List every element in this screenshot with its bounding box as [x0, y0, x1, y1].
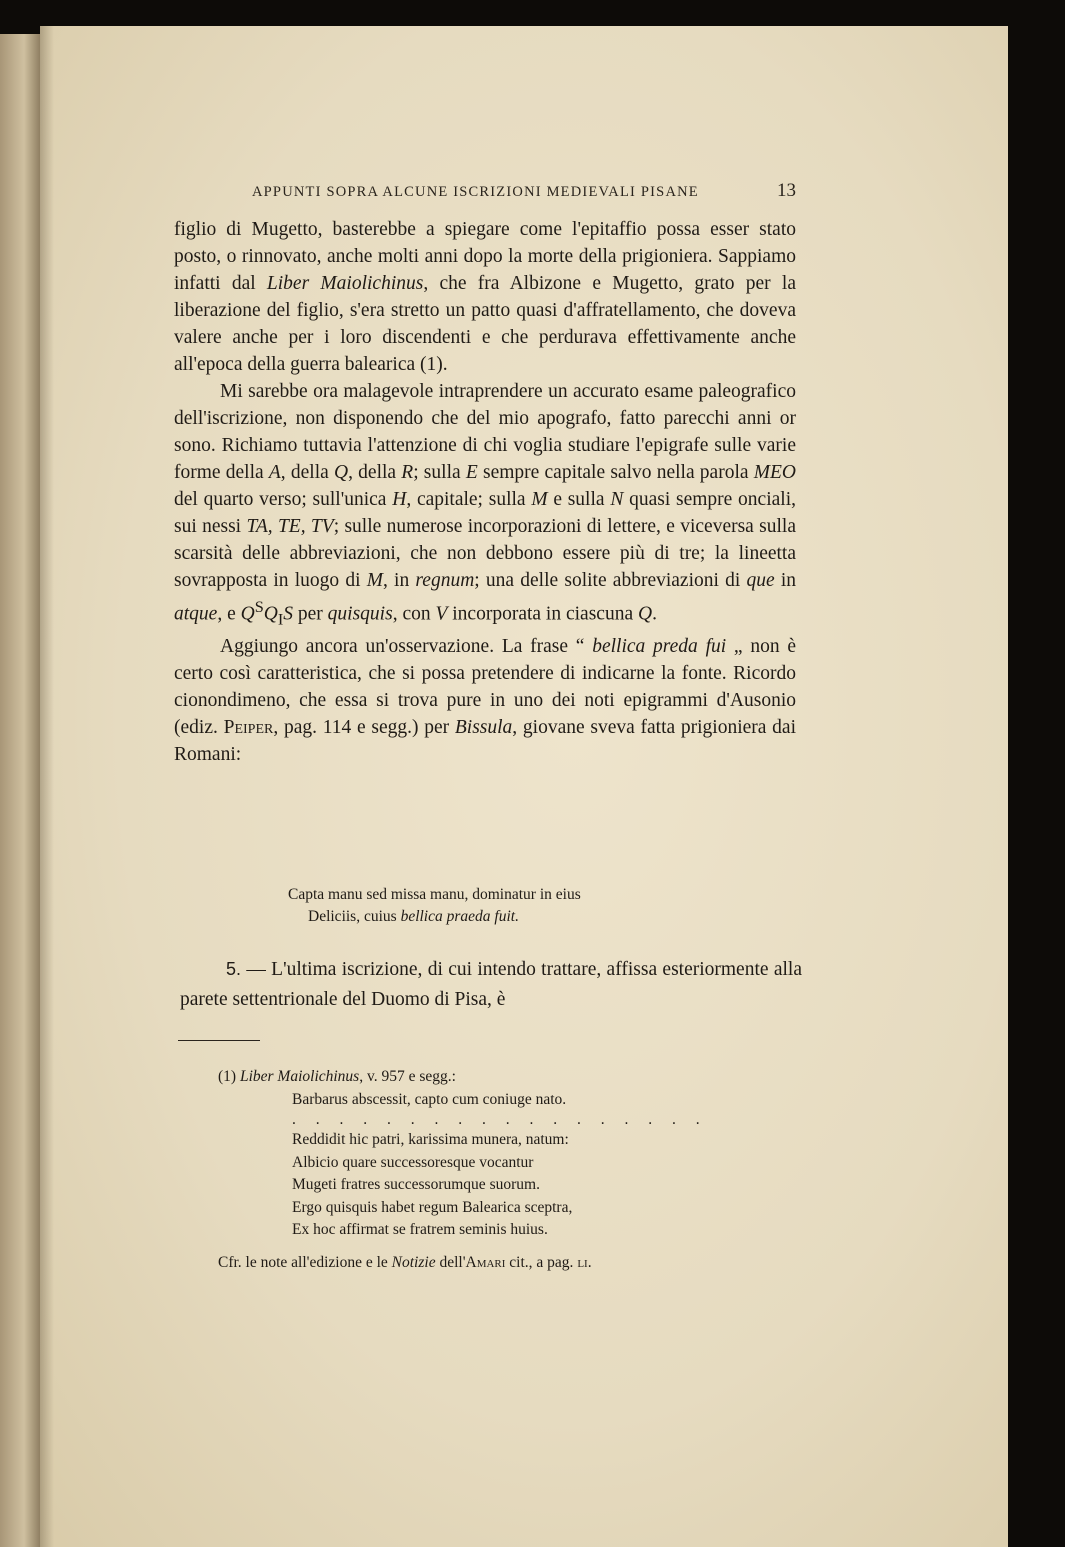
verse-block	[292, 1089, 818, 1112]
text-segment: regnum	[415, 570, 475, 591]
text-segment: Peiper	[223, 717, 274, 739]
footnote-title: Liber Maiolichinus	[239, 1068, 360, 1085]
text-segment: R	[401, 462, 414, 483]
footnote-reference	[218, 1066, 818, 1089]
note-page: li	[577, 1253, 588, 1271]
text-segment: MEO	[753, 462, 796, 483]
verse-block	[292, 1129, 818, 1242]
text-segment: , pag. 114 e segg.) per	[273, 717, 455, 739]
text-segment: „ non è certo così caratteristica, che si possa pretendere di indicarne la fonte. Ricordo cionondimeno, che essa si trova pure in uno dei noti epigrammi d'Ausonio (ediz.	[174, 636, 796, 739]
text-segment: , che fra Albizone e Mugetto, grato per la liberazione del figlio, s'era stretto un patto quasi d'affratellamento, che doveva valere anche per i loro discendenti e che perdurava effettivamente anche all'epoca della guerra balearica (1).	[174, 273, 796, 375]
text-segment: S	[283, 603, 294, 625]
note-text: .	[587, 1253, 592, 1271]
text-segment: TA, TE, TV	[246, 516, 334, 537]
verse-line: Reddidit hic patri, karissima munera, natum:	[292, 1131, 569, 1148]
body-text	[174, 216, 796, 768]
page-number: 13	[777, 180, 796, 201]
verse-line: Barbarus abscessit, capto cum coniuge nato.	[292, 1090, 567, 1108]
body-paragraph	[174, 216, 796, 378]
text-segment: , della	[348, 462, 402, 483]
text-segment: .	[652, 603, 657, 625]
book-page	[40, 26, 1008, 1547]
body-paragraph	[174, 633, 796, 768]
note-text: dell'	[435, 1253, 466, 1271]
footnote-verse	[218, 1089, 818, 1242]
text-segment: , della	[280, 462, 334, 483]
text-segment: V	[435, 603, 448, 625]
footnote-ref-text: , v. 957 e segg.:	[359, 1068, 456, 1085]
section-number: 5.	[226, 959, 242, 979]
footnote-rule	[178, 1040, 260, 1041]
text-segment: ; sulla	[413, 462, 466, 483]
text-segment: , in	[382, 570, 416, 591]
text-segment: Q	[263, 603, 278, 625]
text-segment: atque	[174, 603, 218, 625]
text-segment: in	[774, 570, 797, 591]
text-segment: E	[465, 462, 478, 483]
note-author: Amari	[465, 1253, 506, 1271]
text-segment: figlio di Mugetto, basterebbe a spiegare come l'epitaffio possa esser stato posto, o rinnovato, anche molti anni dopo la morte della prigioniera. Sappiamo infatti dal	[174, 219, 796, 294]
text-segment: del quarto verso; sull'unica	[174, 489, 393, 510]
text-segment: ; sulle numerose incorporazioni di lettere, e viceversa sulla scarsità delle abbreviazioni, che non debbono essere più di tre; la lineetta sovrapposta in luogo di	[174, 516, 796, 591]
section-5-text: — L'ultima iscrizione, di cui intendo trattare, affissa esteriormente alla parete settentrionale del Duomo di Pisa, è	[180, 959, 802, 1010]
footnote-marker: (1)	[218, 1068, 240, 1085]
text-segment: sempre capitale salvo nella parola	[477, 462, 754, 483]
section-5	[180, 954, 802, 1015]
note-text: Cfr. le note all'edizione e le	[218, 1253, 392, 1271]
text-segment: quasi sempre onciali, sui nessi	[174, 489, 796, 537]
text-segment: ; una delle solite abbreviazioni di	[474, 570, 747, 591]
text-segment: , e	[217, 603, 241, 625]
body-paragraph	[174, 378, 796, 633]
footnote-note	[218, 1252, 818, 1275]
text-segment: , giovane sveva fatta prigioniera dai Romani:	[174, 717, 796, 766]
text-segment: Liber Maiolichinus	[266, 273, 424, 294]
text-segment: I	[277, 610, 284, 629]
text-segment: Q	[240, 603, 255, 625]
verse-line	[288, 906, 581, 928]
ausonius-verse	[288, 884, 581, 928]
verse-line: Ergo quisquis habet regum Balearica sceptra,	[292, 1198, 573, 1216]
adjacent-page-edge	[0, 34, 40, 1547]
footnote	[218, 1066, 818, 1274]
verse-line: Capta manu sed missa manu, dominatur in eius	[288, 886, 581, 903]
text-segment: N	[610, 489, 624, 510]
text-segment: Mi sarebbe ora malagevole intraprendere un accurato esame paleografico dell'iscrizione, non disponendo che del mio apografo, fatto parecchi anni or sono. Richiamo tuttavia l'attenzione di chi voglia studiare l'epigrafe sulle varie forme della	[174, 381, 796, 483]
verse-line: Albicio quare successoresque vocantur	[292, 1153, 534, 1171]
text-segment: quisquis	[327, 603, 393, 625]
text-segment: A	[268, 462, 281, 483]
ellipsis-row: . . . . . . . . . . . . . . . . . .	[292, 1111, 708, 1128]
text-segment: , con	[392, 603, 436, 625]
text-segment: e sulla	[547, 489, 611, 510]
running-head: APPUNTI SOPRA ALCUNE ISCRIZIONI MEDIEVALI PISANE	[252, 184, 699, 200]
note-title: Notizie	[391, 1253, 436, 1271]
text-segment: Q	[333, 462, 349, 483]
spine-shadow	[40, 26, 54, 1547]
verse-line: Mugeti fratres successorumque suorum.	[292, 1176, 540, 1193]
text-segment: Q	[637, 603, 653, 625]
verse-line: Ex hoc affirmat se fratrem seminis huius.	[292, 1221, 548, 1238]
section-5-paragraph	[180, 954, 802, 1015]
verse-italic: bellica praeda fuit.	[400, 908, 519, 925]
verse-text: Deliciis, cuius	[308, 908, 401, 925]
text-segment: incorporata in ciascuna	[447, 603, 638, 625]
note-text: cit., a pag.	[505, 1253, 578, 1271]
text-segment: M	[531, 489, 548, 510]
page-header	[252, 180, 796, 206]
text-segment: M	[366, 570, 383, 591]
text-segment: bellica preda fui	[592, 636, 727, 658]
text-segment: per	[293, 603, 328, 625]
text-segment: H	[392, 489, 407, 510]
text-segment: , capitale; sulla	[406, 489, 532, 510]
text-segment: que	[746, 570, 775, 591]
text-segment: Bissula	[454, 717, 513, 739]
text-segment: Aggiungo ancora un'osservazione. La frase “	[220, 636, 593, 658]
text-segment: S	[254, 598, 264, 616]
